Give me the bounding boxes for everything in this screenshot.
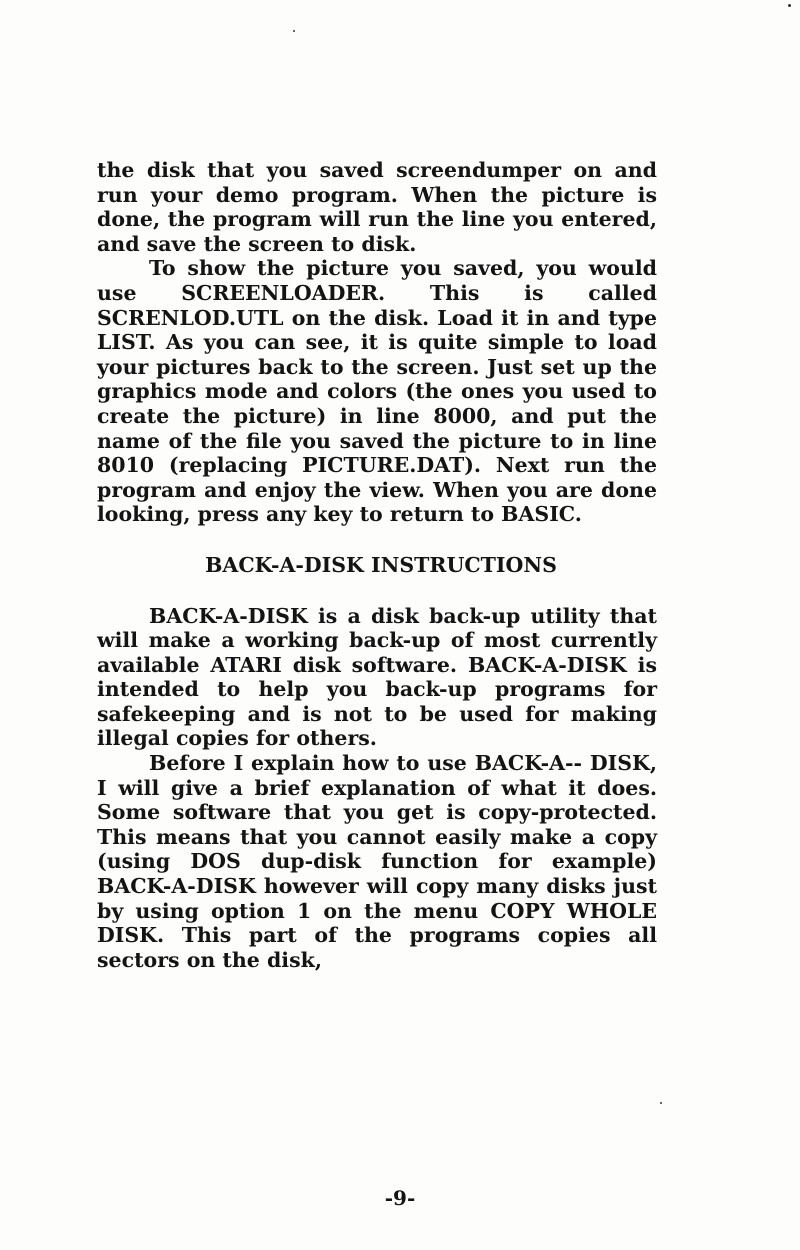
scan-speck — [660, 1102, 662, 1104]
paragraph-screendumper-continued: the disk that you saved screendumper on and run your demo program. When the picture is done, the program will run the line you entered, and save the screen to disk. — [97, 158, 657, 256]
section-heading-back-a-disk: BACK-A-DISK INSTRUCTIONS — [205, 552, 557, 577]
page-body — [97, 158, 657, 972]
scan-speck — [788, 4, 791, 7]
paragraph-screenloader: To show the picture you saved, you would use SCREENLOADER. This is called SCRENLOD.UTL on the disk. Load it in and type LIST. As you can see, it is quite simple to load your pictures back to the screen. Just set up the graphics mode and colors (the ones you used to create the picture) in line 8000, and put the name of the file you saved the picture to in line 8010 (replacing PICTURE.DAT). Next run the program and enjoy the view. When you are done looking, press any key to return to BASIC. — [97, 256, 657, 527]
scan-speck — [293, 30, 295, 32]
paragraph-back-a-disk-explanation: Before I explain how to use BACK-A-- DISK, I will give a brief explanation of what it does. Some software that you get is copy-protected. This means that you cannot easily make a copy (using DOS dup-disk function for example) BACK-A-DISK however will copy many disks just by using option 1 on the menu COPY WHOLE DISK. This part of the programs copies all sectors on the disk, — [97, 751, 657, 972]
page-number: -9- — [384, 1186, 416, 1210]
paragraph-back-a-disk-intro: BACK-A-DISK is a disk back-up utility that will make a working back-up of most currently available ATARI disk software. BACK-A-DISK is intended to help you back-up programs for safekeeping and is not to be used for making illegal copies for others. — [97, 603, 657, 751]
